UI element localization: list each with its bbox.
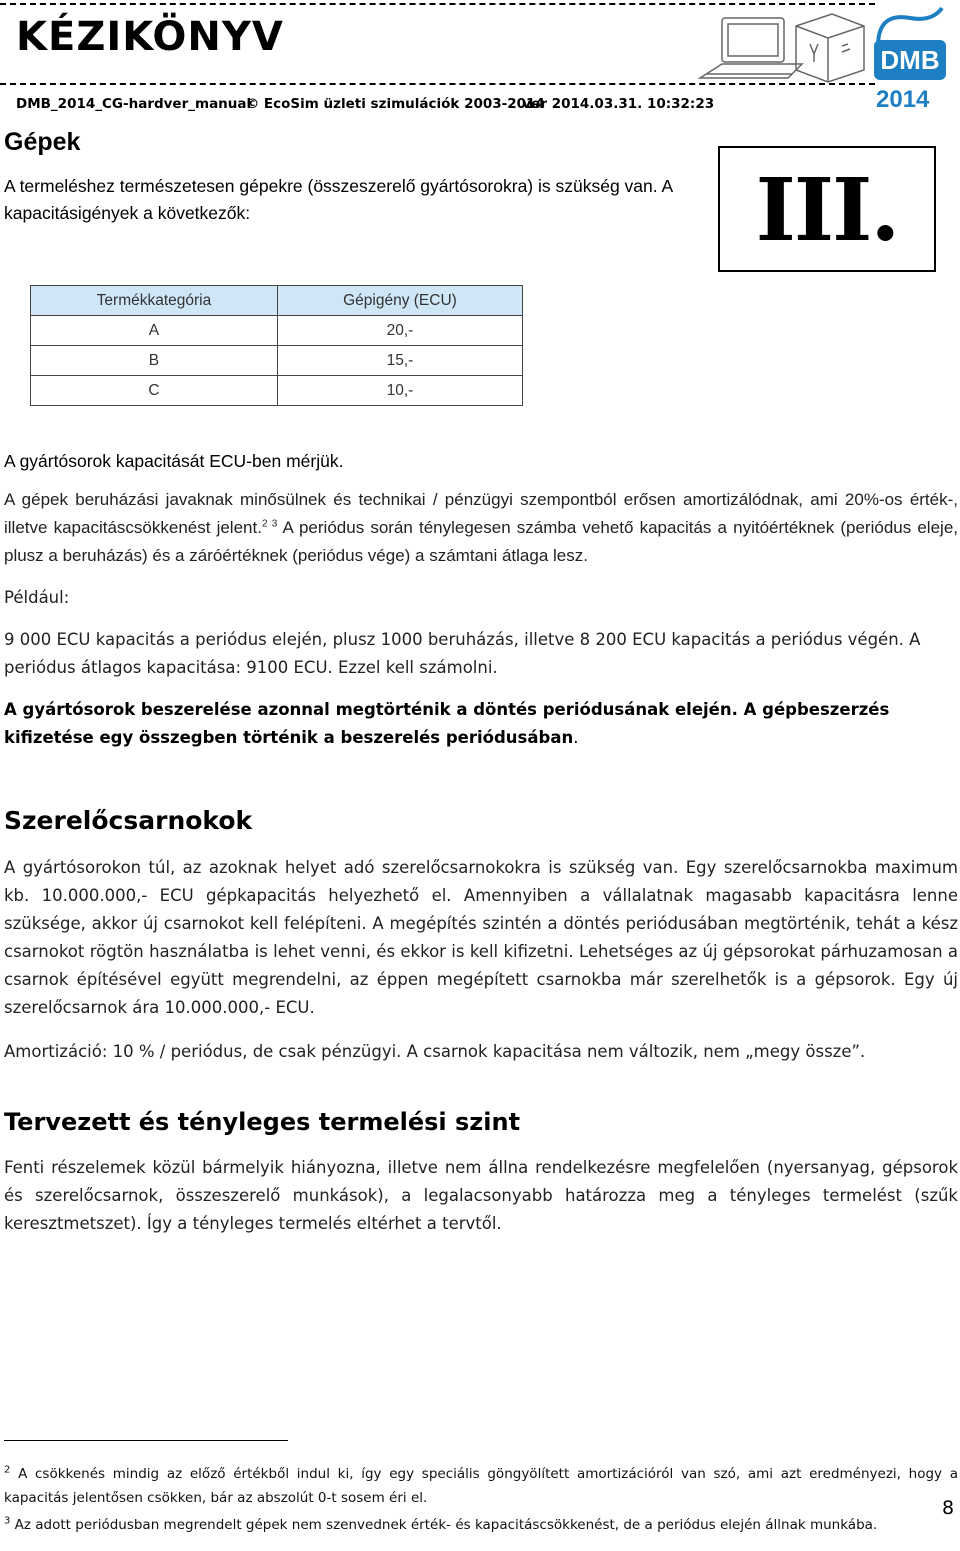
footnote-3 xyxy=(4,1513,924,1537)
table-row xyxy=(31,376,523,406)
production-level-paragraph: Fenti részelemek közül bármelyik hiányozna, illetve nem állna rendelkezésre megfelelően (nyersanyag, gépsorok és szerelőcsarnok, összeszerelő munkások), a legalacsonyabb határozza meg a tényleges termelést (szűk keresztmetszet). Így a tényleges termelés eltérhet a tervtől. xyxy=(4,1158,958,1233)
depreciation-text-a: A gépek beruházási javaknak minősülnek és technikai / pénzügyi szempontból erősen amortizálódnak, ami 20%-os érték-, illetve kapacitáscsökkenést jelent. xyxy=(4,490,958,537)
example-text: 9 000 ECU kapacitás a periódus elején, plusz 1000 beruházás, illetve 8 200 ECU kapacitás a periódus végén. A periódus átlagos kapacitása: 9100 ECU. Ezzel kell számolni. xyxy=(4,630,921,677)
table-cell: A xyxy=(31,316,278,346)
machine-requirement-table xyxy=(30,285,523,406)
table-header-cell: Gépigény (ECU) xyxy=(277,286,522,316)
table-header-cell: Termékkategória xyxy=(31,286,278,316)
bold-note-text: A gyártósorok beszerelése azonnal megtörténik a döntés periódusának elején. A gépbeszerzés kifizetése egy összegben történik a beszerelés periódusában xyxy=(4,700,890,747)
table-header-row xyxy=(31,286,523,316)
table-cell: C xyxy=(31,376,278,406)
table-row xyxy=(31,316,523,346)
heading-gepek: Gépek xyxy=(4,128,81,156)
version: ver 2014.03.31. 10:32:23 xyxy=(522,96,715,112)
footnote-ref-2-3[interactable]: 2 3 xyxy=(261,518,278,530)
copyright: © EcoSim üzleti szimulációk 2003-2014 xyxy=(245,96,545,112)
logo-year: 2014 xyxy=(876,86,930,113)
computer-box-clipart-icon xyxy=(692,8,868,84)
intro-paragraph: A termeléshez természetesen gépekre (összeszerelő gyártósorokra) is szükség van. A kapacitásigények a következők: xyxy=(4,176,673,223)
footnote-number: 3 xyxy=(4,1515,11,1527)
logo-brand: DMB xyxy=(874,40,946,80)
bold-note-period: . xyxy=(573,728,579,747)
table-cell: B xyxy=(31,346,278,376)
heading-termelesi-szint: Tervezett és tényleges termelési szint xyxy=(4,1108,521,1136)
depreciation-paragraph xyxy=(4,486,958,570)
header-meta-line xyxy=(16,96,714,112)
capacity-measure-text: A gyártósorok kapacitását ECU-ben mérjük. xyxy=(4,451,344,471)
chapter-marker: III. xyxy=(718,146,936,272)
footnote-2 xyxy=(4,1462,958,1510)
table-cell: 15,- xyxy=(277,346,522,376)
footnote-number: 2 xyxy=(4,1464,11,1476)
table-cell: 10,- xyxy=(277,376,522,406)
depreciation-text-b: A periódus során ténylegesen számba vehető kapacitás a nyitóértéknek (periódus eleje, plusz a beruházás) és a záróértéknek (periódus vége) a számtani átlaga lesz. xyxy=(4,518,958,565)
bold-installation-note xyxy=(4,696,958,752)
footnote-text: Az adott periódusban megrendelt gépek nem szenvednek érték- és kapacitáscsökkenést, de a periódus elején állnak munkába. xyxy=(14,1517,878,1533)
header-dashed-rule-top xyxy=(0,3,875,5)
example-label: Például: xyxy=(4,588,70,607)
csarnok-paragraph: A gyártósorokon túl, az azoknak helyet adó szerelőcsarnokokra is szükség van. Egy szerelőcsarnokba maximum kb. 10.000.000,- ECU gépkapacitás helyezhető el. Amennyiben a vállalatnak magasabb kapacitásra lenne szüksége, akkor új csarnokot kell felépíteni. A megépítés szintén a döntés periódusában megtörténik, tehát a kész csarnokot rögtön használatba is lehet venni, és ekkor is kell kifizetni. Lehetséges az új gépsorokat párhuzamosan a csarnok építésével együtt megrendelni, az éppen megépített csarnokba már szerelhetők is a gépsorok. Egy új szerelőcsarnok ára 10.000.000,- ECU. xyxy=(4,858,958,1017)
footnote-separator xyxy=(4,1440,288,1441)
table-row xyxy=(31,346,523,376)
document-title: KÉZIKÖNYV xyxy=(16,14,284,60)
page-number: 8 xyxy=(942,1497,955,1519)
heading-szerelocsarnokok: Szerelőcsarnokok xyxy=(4,806,253,835)
footnote-text: A csökkenés mindig az előző értékből indul ki, így egy speciális göngyölített amortizációról van szó, ami azt eredményezi, hogy a kapacitás jelentősen csökken, bár az abszolút 0-t sosem éri el. xyxy=(4,1466,958,1506)
table-cell: 20,- xyxy=(277,316,522,346)
doc-id: DMB_2014_CG-hardver_manual xyxy=(16,96,252,112)
amortization-text: Amortizáció: 10 % / periódus, de csak pénzügyi. A csarnok kapacitása nem változik, nem „megy össze”. xyxy=(4,1042,866,1061)
